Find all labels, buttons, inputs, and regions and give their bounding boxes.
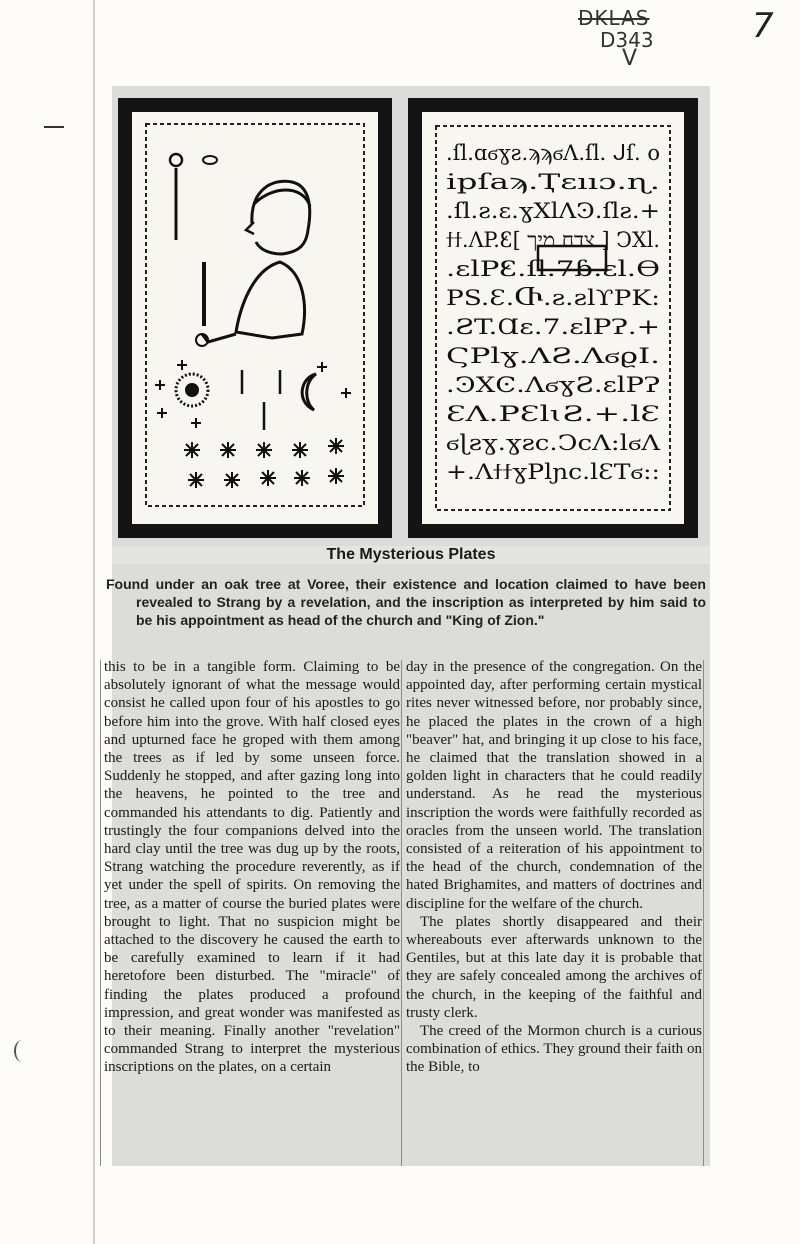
caption-body: Found under an oak tree at Voree, their existence and location claimed to have been revealed to Strang by a revelation, and the inscription as interpreted by him said to be his appointment as head of the church and "King of Zion." <box>106 576 706 628</box>
margin-dash-mark <box>44 126 64 128</box>
article-column-left <box>104 658 400 1077</box>
inscription-line: PS.Ɛ.Ⴇ.ƨ.ƨlϒPK: <box>446 286 660 310</box>
margin-bracket-mark <box>14 1040 30 1062</box>
catalog-line-2: D343 <box>600 28 654 52</box>
paragraph: day in the presence of the congregation. On the appointed day, after performing certain mystical rites never witnessed before, nor probably since, he placed the plates in the crown of a high "beaver" hat, and bringing it up close to his face, he claimed that the translation showed in a golden light in characters that he could readily understand. As he read the mysterious inscription the words were faithfully recorded as oracles from the unseen world. The translation consisted of a reiteration of his appointment to the head of the church, condemnation of the hated Brighamites, and matters of doctrines and discipline for the welfare of the church. <box>406 659 702 912</box>
paragraph: The plates shortly disappeared and their whereabouts ever afterwards unknown to the Gentiles, but at this late day it is probable that they are safely concealed among the archives of the church, in the keeping of the faithful and trusty clerk. <box>406 913 702 1021</box>
inscription-line: .ſl.ɑϭɣƨ.ϡϡϭɅ.ſl. ᒍſ. o <box>446 141 660 165</box>
column-border-left <box>100 660 101 1166</box>
paragraph: The creed of the Mormon church is a curious combination of ethics. They ground their faith on the Bible, to <box>406 1023 702 1076</box>
plate-inscription-icon <box>422 112 684 524</box>
catalog-line-1: DKLAS <box>578 6 650 30</box>
page-number: 7 <box>752 6 774 46</box>
inscription-line: ƐɅ.PƐlɩƧ.+.lƐ <box>446 402 660 426</box>
right-plate-image <box>408 98 698 538</box>
inscription-line: ϭɭƨɣ.ɣƨϲ.ϽϲɅ:lϭɅ <box>446 431 662 455</box>
column-border-right <box>703 660 704 1166</box>
inscription-line: .ϿXϾ.ɅϭɣƧ.ɛlPɁ <box>446 373 660 397</box>
inscription-line: ϯϯ.ɅP.Ꜫ[ צדח מיך ] ϽXl. <box>446 228 661 252</box>
page-fold-line <box>93 0 95 1244</box>
paragraph: this to be in a tangible form. Claiming to be absolutely ignorant of what the message would consist he called upon four of his apostles to go before him into the grove. With half closed eyes and upturned face he groped with them among the trees as if led by some unseen force. Suddenly he stopped, and after gazing long into the heavens, he pointed to the tree and commanded his attendants to dig. Patiently and trustingly the four companions delved into the hard clay until the tree was dug up by the roots, Strang watching the procedure reverently, as if yet under the spell of spirits. On removing the tree, as a matter of course the buried plates were brought to light. That no suspicion might be attached to the discovery he caused the earth to be carefully examined to learn if it had heretofore been disturbed. The "miracle" of finding the plates produced a profound impression, and great wonder was manifested as to their meaning. Finally another "revelation" commanded Strang to interpret the mysterious inscriptions on the plates, on a certain <box>104 659 400 1076</box>
inscription-line: ϚPlɣ.ɅƧ.ɅϭϱI. <box>446 344 660 368</box>
inscription-line: .ƧT.Ɑɛ.7.ɛlPɁ.+ <box>446 315 660 339</box>
inscription-line: +.ɅϯϯɣPlɲϲ.lƐTϭ:: <box>446 460 660 484</box>
article-column-right <box>406 658 702 1077</box>
column-divider <box>401 660 402 1166</box>
inscription-line: .ɛlPꜪ.ſl.7ɓ.ɛl.ϴ <box>446 257 660 281</box>
catalog-annotation <box>578 4 688 72</box>
inscription-line: ipſaϡ.Ҭɛııɔ.ɳ. <box>446 170 660 194</box>
plate-figure-icon <box>132 112 378 524</box>
check-mark: V <box>622 46 638 71</box>
left-plate-image <box>118 98 392 538</box>
inscription-line: .ſl.ƨ.ɛ.ɣXlɅϿ.ſlƨ.+ <box>446 199 660 223</box>
caption-text <box>106 575 706 629</box>
caption-title: The Mysterious Plates <box>112 546 710 564</box>
